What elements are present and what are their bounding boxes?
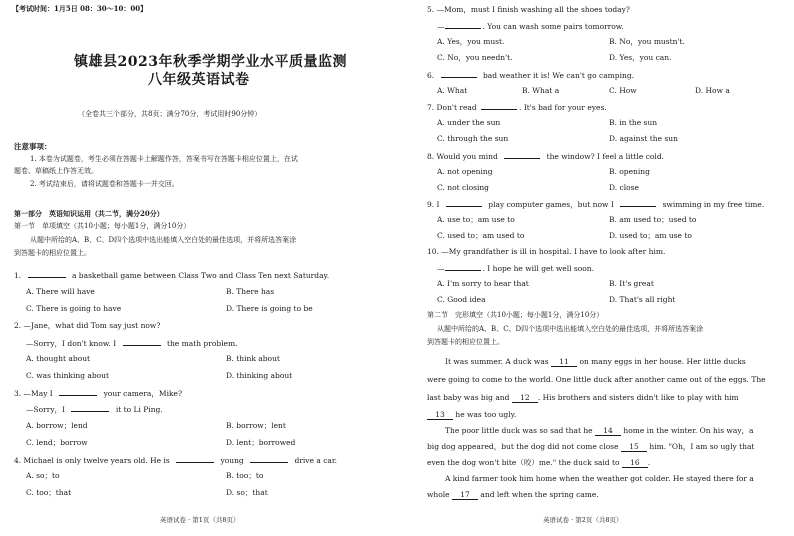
page-footer-left: 英语试卷 · 第1页（共8页）	[160, 516, 240, 524]
passage-line-6: big dog appeared，but the dog did not come close 15 him. "Oh，I am so ugly that	[427, 442, 755, 451]
q9-option-b: B. am used to；used to	[609, 215, 697, 224]
answer-blank	[481, 102, 517, 110]
question-7: 7. Don't read . It's bad for your eyes.	[427, 103, 607, 112]
q2-option-d: D. thinking about	[226, 371, 293, 380]
q5-option-a: A. Yes，you must.	[437, 37, 505, 46]
q4-option-b: B. too；to	[226, 471, 264, 480]
cloze-blank-17: 17	[452, 490, 478, 500]
exam-title-line1: 镇雄县2023年秋季学期学业水平质量监测	[74, 54, 347, 70]
q6-option-a: A. What	[437, 86, 468, 95]
part1-heading: 第一部分 英语知识运用（共二节，满分20分）	[14, 209, 164, 218]
q6-option-c: C. How	[609, 86, 637, 95]
answer-blank	[123, 338, 161, 346]
cloze-blank-16: 16	[622, 458, 648, 468]
instruction-b: 到答题卡的相应位置上。	[14, 249, 91, 257]
exam-subtitle: （全卷共三个部分，共8页；满分70分，考试用时90分钟）	[78, 110, 262, 118]
q7-option-a: A. under the sun	[437, 118, 501, 127]
cloze-blank-15: 15	[621, 442, 647, 452]
q9-option-c: C. used to；am used to	[437, 231, 525, 240]
page-footer-right: 英语试卷 · 第2页（共8页）	[543, 516, 623, 524]
section1-heading: 第一节 单项填空（共10小题；每小题1分，满分10分）	[14, 222, 191, 230]
answer-blank	[445, 21, 481, 29]
q3-option-a: A. borrow；lend	[26, 421, 88, 430]
answer-blank	[59, 388, 97, 396]
q2-option-a: A. thought about	[26, 354, 91, 363]
question-2-line2: —Sorry，I don't know. I the math problem.	[26, 339, 238, 348]
answer-blank	[28, 270, 66, 278]
question-5-line2: — . You can wash some pairs tomorrow.	[437, 22, 624, 31]
q4-option-d: D. so；that	[226, 488, 268, 497]
q8-option-d: D. close	[609, 183, 639, 192]
question-1: 1. a basketball game between Class Two and Class Ten next Saturday.	[14, 271, 330, 280]
page-right	[397, 0, 794, 536]
passage-line-9: whole 17 and left when the spring came.	[427, 490, 599, 499]
instruction2-a: 从题中所给的A、B、C、D四个选项中选出能填入空白处的最佳选项，并将所选答案涂	[437, 325, 704, 333]
q2-option-c: C. was thinking about	[26, 371, 110, 380]
q8-option-a: A. not opening	[437, 167, 493, 176]
notice-1a: 1. 本卷为试题卷，考生必须在答题卡上解题作答，答案书写在答题卡相应位置上，在试	[30, 155, 298, 163]
q4-option-c: C. too；that	[26, 488, 72, 497]
q2-option-b: B. think about	[226, 354, 280, 363]
passage-line-1: It was summer. A duck was 11 on many eggs in her house. Her little ducks	[445, 357, 746, 366]
cloze-blank-14: 14	[595, 426, 621, 436]
q3-option-b: B. borrow；lent	[226, 421, 286, 430]
q1-option-a: A. There will have	[26, 287, 95, 296]
passage-line-8: A kind farmer took him home when the weather got colder. He stayed there for a	[445, 474, 754, 483]
passage-line-4: 13 he was too ugly.	[427, 410, 516, 420]
q10-option-d: D. That's all right	[609, 295, 676, 304]
q10-option-b: B. It's great	[609, 279, 654, 288]
question-10-line1: 10. —My grandfather is ill in hospital. I have to look after him.	[427, 247, 666, 256]
q7-option-d: D. against the sun	[609, 134, 678, 143]
answer-blank	[176, 455, 214, 463]
question-9: 9. I play computer games，but now I swimming in my free time.	[427, 200, 765, 209]
q7-option-c: C. through the sun	[437, 134, 509, 143]
q5-option-d: D. Yes，you can.	[609, 53, 672, 62]
cloze-blank-11: 11	[551, 357, 577, 367]
question-2-line1: 2. —Jane，what did Tom say just now?	[14, 321, 161, 330]
q5-option-c: C. No，you needn't.	[437, 53, 513, 62]
exam-title-line2: 八年级英语试卷	[148, 72, 250, 88]
answer-blank	[446, 199, 482, 207]
passage-line-3: last baby was big and 12 . His brothers and sisters didn't like to play with him	[427, 393, 739, 402]
q6-option-d: D. How a	[695, 86, 730, 95]
q1-option-c: C. There is going to have	[26, 304, 122, 313]
question-10-line2: — . I hope he will get well soon.	[437, 264, 595, 273]
section2-heading: 第二节 完形填空（共10小题；每小题1分，满分10分）	[427, 311, 604, 319]
answer-blank	[441, 70, 477, 78]
q8-option-c: C. not closing	[437, 183, 489, 192]
cloze-blank-13: 13	[427, 410, 453, 420]
q4-option-a: A. so；to	[26, 471, 60, 480]
q1-option-d: D. There is going to be	[226, 304, 313, 313]
q10-option-c: C. Good idea	[437, 295, 486, 304]
q1-option-b: B. There has	[226, 287, 275, 296]
cloze-blank-12: 12	[512, 393, 538, 403]
instruction2-b: 到答题卡的相应位置上。	[427, 338, 504, 346]
notice-1b: 题卷、草稿纸上作答无效。	[14, 167, 98, 175]
q6-option-b: B. What a	[522, 86, 560, 95]
q5-option-b: B. No，you mustn't.	[609, 37, 685, 46]
notice-heading: 注意事项：	[14, 142, 52, 151]
question-8: 8. Would you mind the window? I feel a little cold.	[427, 152, 665, 161]
answer-blank	[445, 263, 481, 271]
passage-line-5: The poor little duck was so sad that he 14 home in the winter. On his way，a	[445, 426, 754, 435]
q9-option-d: D. used to；am use to	[609, 231, 692, 240]
q7-option-b: B. in the sun	[609, 118, 658, 127]
question-3-line1: 3. —May I your camera，Mike?	[14, 389, 182, 398]
q3-option-d: D. lent；borrowed	[226, 438, 296, 447]
q3-option-c: C. lend；borrow	[26, 438, 88, 447]
question-5-line1: 5. —Mom，must I finish washing all the shoes today?	[427, 5, 630, 14]
question-6: 6. bad weather it is! We can't go camping.	[427, 71, 634, 80]
passage-line-2: were going to come to the world. One little duck after another came out of the eggs. The	[427, 375, 766, 384]
instruction-a: 从题中所给的A、B、C、D四个选项中选出能填入空白处的最佳选项，并将所选答案涂	[30, 236, 297, 244]
q10-option-a: A. I'm sorry to hear that	[437, 279, 529, 288]
answer-blank	[71, 404, 109, 412]
q8-option-b: B. opening	[609, 167, 650, 176]
exam-time: 【考试时间：1月5日 08：30～10：00】	[12, 4, 148, 13]
question-3-line2: —Sorry，I it to Li Ping.	[26, 405, 163, 414]
passage-line-7: even the dog won't bite（咬）me." the duck said to 16 .	[427, 458, 651, 467]
answer-blank	[504, 151, 540, 159]
notice-2: 2. 考试结束后，请将试题卷和答题卡一并交回。	[30, 180, 179, 188]
answer-blank	[250, 455, 288, 463]
q9-option-a: A. use to；am use to	[437, 215, 515, 224]
question-4-line1: 4. Michael is only twelve years old. He is young drive a car.	[14, 456, 338, 465]
answer-blank	[620, 199, 656, 207]
